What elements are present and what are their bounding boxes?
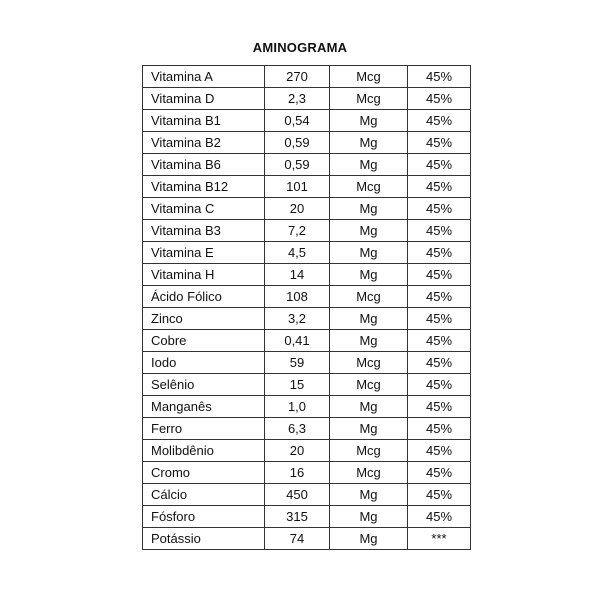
table-row [143, 440, 471, 462]
nutrient-percent: 45% [408, 506, 471, 528]
nutrient-amount: 16 [265, 462, 330, 484]
nutrient-name: Zinco [143, 308, 265, 330]
nutrient-amount: 2,3 [265, 88, 330, 110]
table-row [143, 176, 471, 198]
nutrient-table [142, 65, 471, 550]
nutrient-amount: 7,2 [265, 220, 330, 242]
nutrient-unit: Mcg [330, 374, 408, 396]
table-row [143, 154, 471, 176]
table-row [143, 528, 471, 550]
nutrient-unit: Mg [330, 132, 408, 154]
nutrient-unit: Mg [330, 220, 408, 242]
nutrient-amount: 14 [265, 264, 330, 286]
nutrient-amount: 0,41 [265, 330, 330, 352]
nutrient-name: Molibdênio [143, 440, 265, 462]
nutrient-percent: *** [408, 528, 471, 550]
nutrient-amount: 59 [265, 352, 330, 374]
nutrient-percent: 45% [408, 198, 471, 220]
nutrient-name: Vitamina A [143, 66, 265, 88]
nutrient-amount: 0,59 [265, 154, 330, 176]
nutrient-percent: 45% [408, 462, 471, 484]
nutrient-percent: 45% [408, 440, 471, 462]
nutrient-name: Vitamina B12 [143, 176, 265, 198]
nutrient-name: Fósforo [143, 506, 265, 528]
nutrient-unit: Mg [330, 418, 408, 440]
nutrient-amount: 315 [265, 506, 330, 528]
nutrient-unit: Mg [330, 154, 408, 176]
table-row [143, 374, 471, 396]
nutrient-name: Vitamina B1 [143, 110, 265, 132]
table-row [143, 242, 471, 264]
nutrient-percent: 45% [408, 154, 471, 176]
nutrient-name: Cromo [143, 462, 265, 484]
nutrient-unit: Mg [330, 484, 408, 506]
nutrient-name: Manganês [143, 396, 265, 418]
nutrient-percent: 45% [408, 374, 471, 396]
table-row [143, 66, 471, 88]
nutrient-name: Vitamina B6 [143, 154, 265, 176]
table-row [143, 198, 471, 220]
nutrient-percent: 45% [408, 264, 471, 286]
nutrient-percent: 45% [408, 330, 471, 352]
nutrient-name: Ácido Fólico [143, 286, 265, 308]
nutrient-name: Cobre [143, 330, 265, 352]
nutrient-amount: 450 [265, 484, 330, 506]
nutrient-percent: 45% [408, 242, 471, 264]
table-row [143, 308, 471, 330]
nutrient-unit: Mg [330, 110, 408, 132]
nutrient-name: Ferro [143, 418, 265, 440]
nutrient-percent: 45% [408, 286, 471, 308]
table-row [143, 418, 471, 440]
nutrient-amount: 3,2 [265, 308, 330, 330]
table-row [143, 110, 471, 132]
nutrient-name: Selênio [143, 374, 265, 396]
nutrient-unit: Mg [330, 528, 408, 550]
nutrient-percent: 45% [408, 352, 471, 374]
table-row [143, 330, 471, 352]
nutrient-amount: 108 [265, 286, 330, 308]
nutrient-percent: 45% [408, 418, 471, 440]
nutrient-percent: 45% [408, 132, 471, 154]
nutrient-unit: Mcg [330, 352, 408, 374]
nutrient-amount: 270 [265, 66, 330, 88]
nutrient-name: Potássio [143, 528, 265, 550]
nutrient-name: Vitamina B2 [143, 132, 265, 154]
table-row [143, 352, 471, 374]
table-row [143, 88, 471, 110]
table-row [143, 462, 471, 484]
nutrient-percent: 45% [408, 220, 471, 242]
table-row [143, 506, 471, 528]
nutrient-percent: 45% [408, 176, 471, 198]
nutrient-name: Vitamina E [143, 242, 265, 264]
nutrient-unit: Mcg [330, 286, 408, 308]
nutrient-unit: Mg [330, 396, 408, 418]
nutrient-unit: Mg [330, 330, 408, 352]
nutrient-unit: Mcg [330, 462, 408, 484]
nutrient-amount: 1,0 [265, 396, 330, 418]
table-row [143, 132, 471, 154]
nutrient-name: Vitamina D [143, 88, 265, 110]
nutrient-amount: 74 [265, 528, 330, 550]
nutrient-amount: 0,54 [265, 110, 330, 132]
nutrient-name: Iodo [143, 352, 265, 374]
nutrient-unit: Mcg [330, 66, 408, 88]
nutrient-amount: 20 [265, 440, 330, 462]
nutrient-name: Vitamina B3 [143, 220, 265, 242]
nutrient-unit: Mg [330, 198, 408, 220]
nutrient-percent: 45% [408, 88, 471, 110]
table-row [143, 396, 471, 418]
nutrient-amount: 15 [265, 374, 330, 396]
nutrient-unit: Mg [330, 506, 408, 528]
nutrient-name: Vitamina C [143, 198, 265, 220]
nutrient-amount: 4,5 [265, 242, 330, 264]
nutrient-percent: 45% [408, 308, 471, 330]
nutrient-unit: Mg [330, 308, 408, 330]
nutrient-amount: 20 [265, 198, 330, 220]
nutrient-unit: Mcg [330, 440, 408, 462]
nutrient-percent: 45% [408, 66, 471, 88]
nutrient-name: Vitamina H [143, 264, 265, 286]
table-row [143, 484, 471, 506]
nutrient-percent: 45% [408, 484, 471, 506]
table-row [143, 264, 471, 286]
table-row [143, 220, 471, 242]
nutrient-name: Cálcio [143, 484, 265, 506]
nutrient-percent: 45% [408, 396, 471, 418]
nutrient-unit: Mcg [330, 176, 408, 198]
table-row [143, 286, 471, 308]
nutrient-percent: 45% [408, 110, 471, 132]
nutrient-unit: Mcg [330, 88, 408, 110]
nutrient-amount: 101 [265, 176, 330, 198]
nutrient-amount: 0,59 [265, 132, 330, 154]
nutrient-amount: 6,3 [265, 418, 330, 440]
nutrient-unit: Mg [330, 242, 408, 264]
nutrient-unit: Mg [330, 264, 408, 286]
table-title: AMINOGRAMA [252, 40, 348, 55]
